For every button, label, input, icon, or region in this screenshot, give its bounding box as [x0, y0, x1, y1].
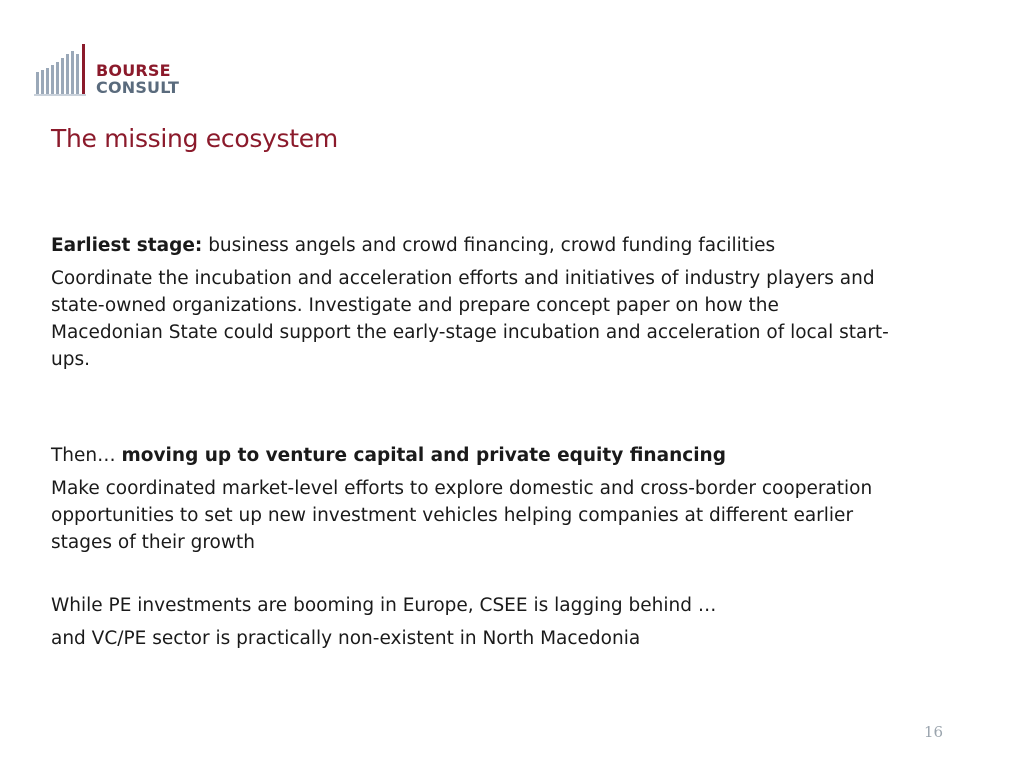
slide-title: The missing ecosystem	[51, 124, 338, 153]
logo-wordmark	[96, 62, 179, 96]
then-label: moving up to venture capital and private equity financing	[121, 445, 726, 466]
then-body: Make coordinated market-level efforts to explore domestic and cross-border cooperation opportunities to set up new investment vehicles helping companies at different earlier stages of their growth	[51, 478, 873, 553]
early-stage-summary: business angels and crowd financing, crowd funding facilities	[202, 235, 776, 256]
slide-content	[51, 232, 891, 652]
early-stage-label: Earliest stage:	[51, 235, 203, 256]
early-stage-body: Coordinate the incubation and acceleration efforts and initiatives of industry players and state-owned organizations. Investigate and prepare concept paper on how the Macedonian State could support the early-stage incubation and acceleration of local start-ups.	[51, 268, 889, 370]
then-prefix: Then…	[51, 445, 122, 466]
logo-line-1: BOURSE	[96, 61, 171, 80]
then-heading	[51, 442, 891, 469]
bourse-consult-logo	[34, 44, 194, 100]
page-number: 16	[924, 723, 944, 741]
closing-line-2: and VC/PE sector is practically non-existent in North Macedonia	[51, 628, 641, 649]
early-stage-heading	[51, 232, 891, 259]
logo-bars-icon	[34, 44, 94, 100]
closing-line-1: While PE investments are booming in Europe, CSEE is lagging behind …	[51, 595, 717, 616]
logo-line-2: CONSULT	[96, 78, 180, 97]
